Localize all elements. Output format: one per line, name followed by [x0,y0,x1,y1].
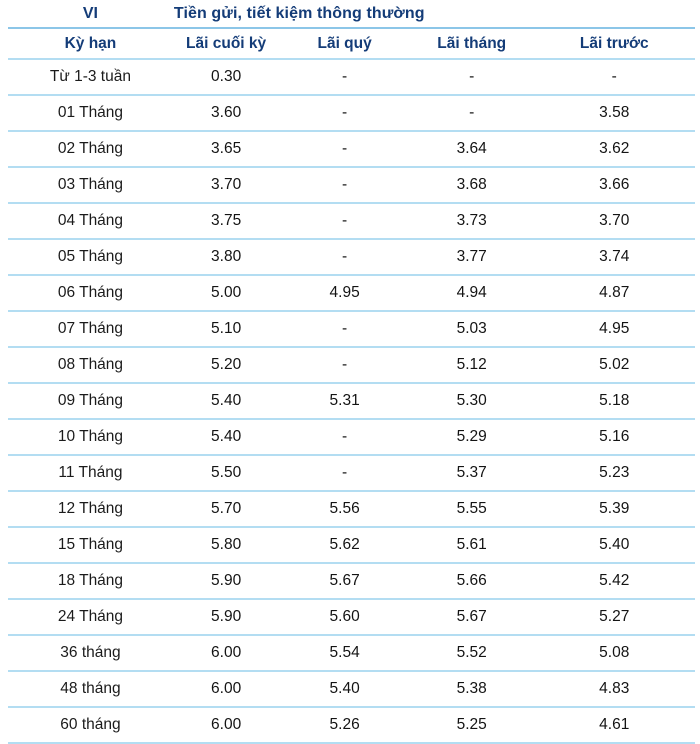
end-of-term-rate-cell: 6.00 [173,671,279,707]
section-title-row [8,0,695,28]
upfront-rate-cell: 5.42 [534,563,695,599]
quarterly-rate-cell: 5.54 [279,635,410,671]
table-row [8,563,695,599]
quarterly-rate-cell: 5.67 [279,563,410,599]
term-cell: 09 Tháng [8,383,173,419]
monthly-rate-cell: 5.25 [410,707,534,743]
upfront-rate-cell: 5.23 [534,455,695,491]
upfront-rate-cell: - [534,59,695,95]
term-cell: 15 Tháng [8,527,173,563]
term-cell: 48 tháng [8,671,173,707]
term-cell: 03 Tháng [8,167,173,203]
term-cell: 06 Tháng [8,275,173,311]
table-row [8,419,695,455]
col-header-term: Kỳ hạn [8,28,173,59]
upfront-rate-cell: 4.61 [534,707,695,743]
upfront-rate-cell: 5.02 [534,347,695,383]
monthly-rate-cell: 3.68 [410,167,534,203]
monthly-rate-cell: - [410,95,534,131]
end-of-term-rate-cell: 6.00 [173,635,279,671]
term-cell: 02 Tháng [8,131,173,167]
term-cell: 07 Tháng [8,311,173,347]
quarterly-rate-cell: - [279,455,410,491]
end-of-term-rate-cell: 5.20 [173,347,279,383]
col-header-upfront-rate: Lãi trước [534,28,695,59]
table-row [8,347,695,383]
monthly-rate-cell: 5.55 [410,491,534,527]
upfront-rate-cell: 3.62 [534,131,695,167]
end-of-term-rate-cell: 3.65 [173,131,279,167]
quarterly-rate-cell: - [279,311,410,347]
end-of-term-rate-cell: 3.70 [173,167,279,203]
quarterly-rate-cell: 5.26 [279,707,410,743]
table-row [8,635,695,671]
deposit-rate-table [8,0,695,744]
term-cell: 05 Tháng [8,239,173,275]
term-cell: 01 Tháng [8,95,173,131]
end-of-term-rate-cell: 5.40 [173,383,279,419]
end-of-term-rate-cell: 3.75 [173,203,279,239]
end-of-term-rate-cell: 5.70 [173,491,279,527]
table-row [8,599,695,635]
quarterly-rate-cell: 5.60 [279,599,410,635]
upfront-rate-cell: 5.16 [534,419,695,455]
upfront-rate-cell: 5.08 [534,635,695,671]
upfront-rate-cell: 3.70 [534,203,695,239]
end-of-term-rate-cell: 0.30 [173,59,279,95]
table-row [8,95,695,131]
upfront-rate-cell: 5.18 [534,383,695,419]
col-header-monthly-rate: Lãi tháng [410,28,534,59]
section-title: Tiền gửi, tiết kiệm thông thường [173,0,695,28]
upfront-rate-cell: 5.39 [534,491,695,527]
term-cell: 11 Tháng [8,455,173,491]
end-of-term-rate-cell: 5.80 [173,527,279,563]
table-row [8,671,695,707]
end-of-term-rate-cell: 5.10 [173,311,279,347]
quarterly-rate-cell: - [279,239,410,275]
end-of-term-rate-cell: 3.60 [173,95,279,131]
table-row [8,275,695,311]
upfront-rate-cell: 4.87 [534,275,695,311]
upfront-rate-cell: 5.40 [534,527,695,563]
table-row [8,707,695,743]
quarterly-rate-cell: 4.95 [279,275,410,311]
term-cell: 60 tháng [8,707,173,743]
term-cell: 18 Tháng [8,563,173,599]
quarterly-rate-cell: 5.62 [279,527,410,563]
quarterly-rate-cell: - [279,167,410,203]
monthly-rate-cell: 5.03 [410,311,534,347]
quarterly-rate-cell: 5.31 [279,383,410,419]
section-id: VI [8,0,173,28]
end-of-term-rate-cell: 5.40 [173,419,279,455]
end-of-term-rate-cell: 5.90 [173,599,279,635]
quarterly-rate-cell: - [279,203,410,239]
term-cell: Từ 1-3 tuần [8,59,173,95]
table-row [8,311,695,347]
quarterly-rate-cell: - [279,131,410,167]
upfront-rate-cell: 4.95 [534,311,695,347]
monthly-rate-cell: 5.12 [410,347,534,383]
table-row [8,131,695,167]
term-cell: 36 tháng [8,635,173,671]
quarterly-rate-cell: - [279,419,410,455]
table-row [8,203,695,239]
term-cell: 08 Tháng [8,347,173,383]
monthly-rate-cell: 4.94 [410,275,534,311]
col-header-end-of-term-rate: Lãi cuối kỳ [173,28,279,59]
table-row [8,167,695,203]
table-row [8,455,695,491]
term-cell: 12 Tháng [8,491,173,527]
term-cell: 10 Tháng [8,419,173,455]
monthly-rate-cell: 5.37 [410,455,534,491]
table-row [8,239,695,275]
upfront-rate-cell: 4.83 [534,671,695,707]
monthly-rate-cell: 5.52 [410,635,534,671]
quarterly-rate-cell: - [279,347,410,383]
term-cell: 04 Tháng [8,203,173,239]
quarterly-rate-cell: 5.40 [279,671,410,707]
table-row [8,59,695,95]
monthly-rate-cell: 5.67 [410,599,534,635]
upfront-rate-cell: 5.27 [534,599,695,635]
table-row [8,383,695,419]
upfront-rate-cell: 3.74 [534,239,695,275]
column-header-row [8,28,695,59]
monthly-rate-cell: - [410,59,534,95]
table-row [8,491,695,527]
end-of-term-rate-cell: 6.00 [173,707,279,743]
monthly-rate-cell: 3.73 [410,203,534,239]
upfront-rate-cell: 3.66 [534,167,695,203]
end-of-term-rate-cell: 3.80 [173,239,279,275]
end-of-term-rate-cell: 5.50 [173,455,279,491]
monthly-rate-cell: 5.66 [410,563,534,599]
quarterly-rate-cell: - [279,59,410,95]
end-of-term-rate-cell: 5.00 [173,275,279,311]
monthly-rate-cell: 5.61 [410,527,534,563]
monthly-rate-cell: 3.77 [410,239,534,275]
monthly-rate-cell: 5.30 [410,383,534,419]
upfront-rate-cell: 3.58 [534,95,695,131]
end-of-term-rate-cell: 5.90 [173,563,279,599]
table-row [8,527,695,563]
term-cell: 24 Tháng [8,599,173,635]
rate-table-body [8,59,695,743]
monthly-rate-cell: 3.64 [410,131,534,167]
quarterly-rate-cell: - [279,95,410,131]
col-header-quarterly-rate: Lãi quý [279,28,410,59]
monthly-rate-cell: 5.38 [410,671,534,707]
quarterly-rate-cell: 5.56 [279,491,410,527]
monthly-rate-cell: 5.29 [410,419,534,455]
